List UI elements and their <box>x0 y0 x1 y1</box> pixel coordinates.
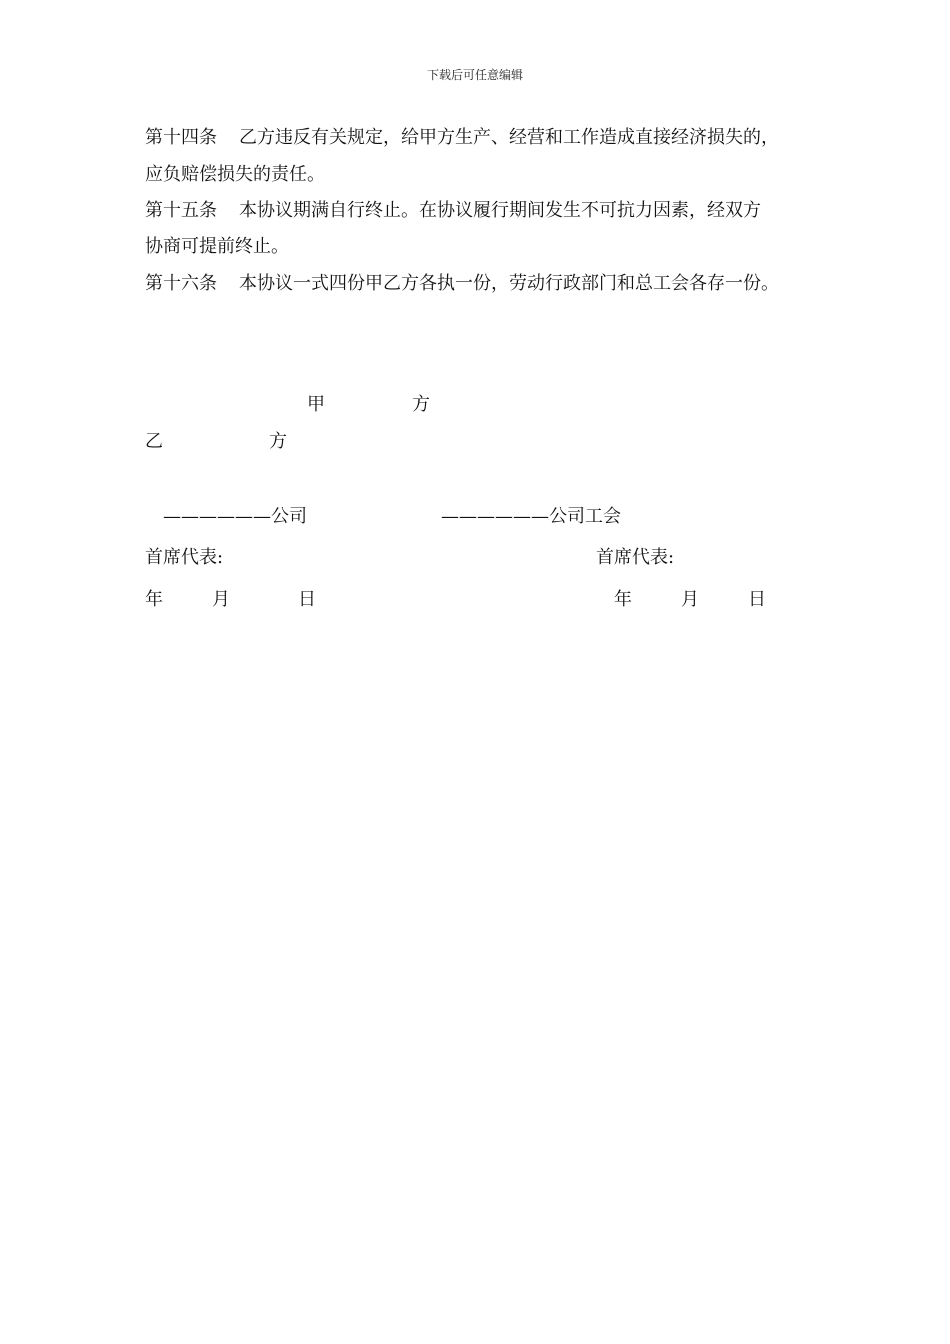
article-14-text-1: 乙方违反有关规定，给甲方生产、经营和工作造成直接经济损失的， <box>239 127 779 148</box>
article-14-number: 第十四条 <box>145 127 217 148</box>
article-15-text-1: 本协议期满自行终止。在协议履行期间发生不可抗力因素，经双方 <box>239 200 761 221</box>
party-a-char-2: 方 <box>412 394 430 415</box>
right-representative-label: 首席代表: <box>596 547 675 568</box>
left-representative-label: 首席代表: <box>145 547 224 568</box>
left-date-day: 日 <box>298 589 316 610</box>
article-16-line-1 <box>145 272 779 296</box>
article-16-number: 第十六条 <box>145 273 217 294</box>
party-a-char-1: 甲 <box>307 394 325 415</box>
left-date-month: 月 <box>212 589 230 610</box>
right-date-month: 月 <box>681 589 699 610</box>
right-organization: ——————公司工会 <box>441 506 621 527</box>
article-14-line-1 <box>145 126 779 150</box>
header-note: 下载后可任意编辑 <box>426 68 523 82</box>
right-date-day: 日 <box>748 589 766 610</box>
article-16-text-1: 本协议一式四份甲乙方各执一份，劳动行政部门和总工会各存一份。 <box>239 273 779 294</box>
article-15-number: 第十五条 <box>145 200 217 221</box>
right-date-year: 年 <box>614 589 632 610</box>
article-15-line-1 <box>145 199 761 223</box>
left-date-year: 年 <box>145 589 163 610</box>
party-b-char-1: 乙 <box>145 431 163 452</box>
article-15-line-2: 协商可提前终止。 <box>145 236 289 257</box>
left-organization: ——————公司 <box>163 506 307 527</box>
article-14-line-2: 应负赔偿损失的责任。 <box>145 164 325 185</box>
party-b-char-2: 方 <box>269 431 287 452</box>
